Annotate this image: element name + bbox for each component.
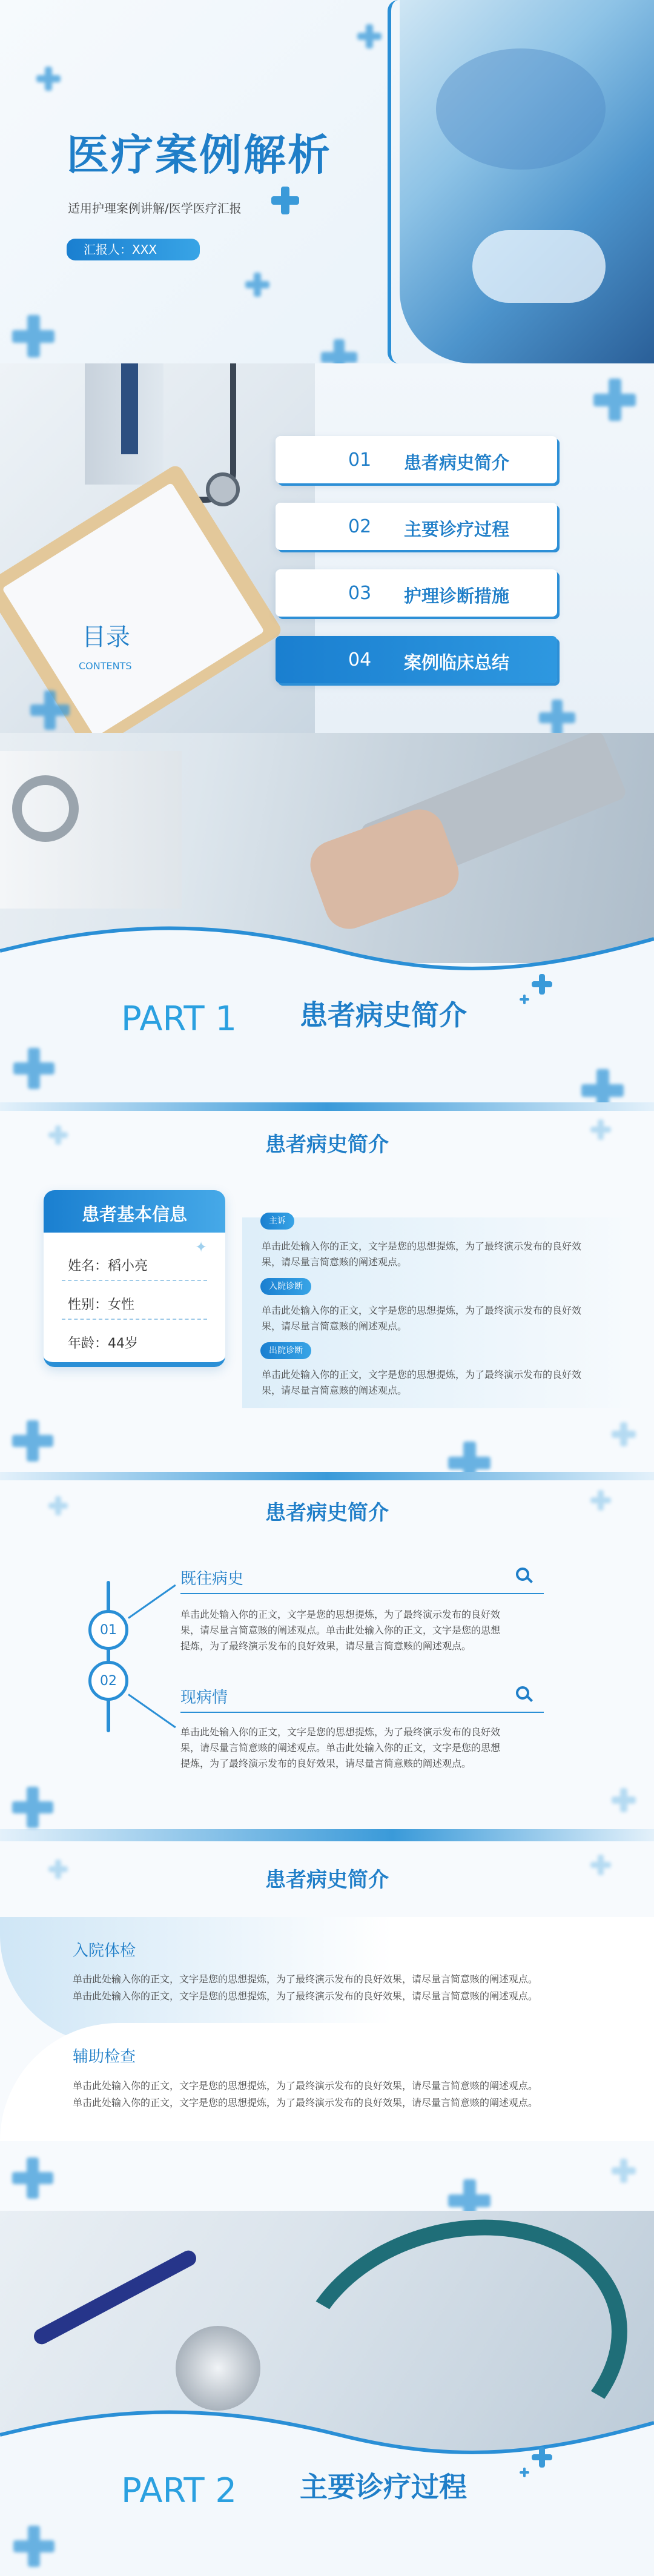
timeline-num: 02 [100, 1674, 117, 1689]
tag-text: 果，请尽量言简意赅的阐述观点。 [262, 1385, 408, 1396]
plus-cross-icon [520, 995, 529, 1004]
tag-discharge-diagnosis: 出院诊断 [260, 1342, 311, 1359]
patient-card [44, 1190, 225, 1367]
plus-cross-icon [321, 339, 357, 363]
cover-photo [400, 0, 654, 363]
plus-cross-icon [357, 24, 382, 48]
diagnosis-panel [242, 1217, 630, 1408]
tag-chief-complaint: 主诉 [260, 1213, 294, 1230]
plus-cross-icon [30, 690, 70, 730]
exam-text: 单击此处输入你的正文，文字是您的思想提炼，为了最终演示发布的良好效果，请尽量言简意赅的阐述观点。 [73, 2080, 538, 2091]
exam-text: 单击此处输入你的正文，文字是您的思想提炼，为了最终演示发布的良好效果，请尽量言简意赅的阐述观点。 [73, 2097, 538, 2108]
toc-title-en: CONTENTS [79, 660, 132, 672]
tag-text: 果，请尽量言简意赅的阐述观点。 [262, 1320, 408, 1332]
doctor-photo [0, 363, 315, 733]
part-number: PART 2 [121, 2471, 237, 2511]
plus-cross-icon [448, 1442, 490, 1472]
history-text: 单击此处输入你的正文，文字是您的思想提炼，为了最终演示发布的良好效 [180, 1726, 501, 1738]
toc-item-03[interactable] [276, 569, 557, 617]
exam-item-title: 入院体检 [73, 1942, 136, 1960]
toc-num: 01 [348, 449, 372, 471]
plus-cross-icon [13, 2526, 54, 2567]
timeline-node-01 [88, 1610, 128, 1650]
cover-subtitle: 适用护理案例讲解/医学医疗汇报 [68, 201, 242, 216]
timeline-node-02 [88, 1661, 128, 1701]
card-title: 患者基本信息 [81, 1204, 187, 1225]
timeline-line [107, 1581, 110, 1732]
plus-cross-icon [12, 2157, 53, 2199]
cover-title: 医疗案例解析 [67, 130, 332, 180]
plus-cross-icon [271, 187, 299, 214]
history-item-title: 现病情 [180, 1689, 228, 1707]
plus-cross-icon [36, 67, 61, 91]
exam-item-title: 辅助检查 [73, 2048, 136, 2066]
history-slide [0, 1472, 654, 1841]
toc-label: 主要诊疗过程 [404, 519, 510, 540]
timeline-num: 01 [100, 1623, 117, 1638]
history-text: 提炼，为了最终演示发布的良好效果，请尽量言简意赅的阐述观点。 [180, 1640, 472, 1652]
patient-info-slide [0, 1102, 654, 1472]
plus-cross-icon [12, 315, 54, 357]
plus-cross-icon [539, 700, 575, 733]
toc-num: 02 [348, 516, 372, 537]
part1-slide [0, 733, 654, 1102]
plus-cross-icon [532, 2447, 552, 2468]
patient-name: 姓名：稻小亮 [68, 1259, 148, 1274]
exam-slide [0, 1841, 654, 2211]
exam-text: 单击此处输入你的正文，文字是您的思想提炼，为了最终演示发布的良好效果，请尽量言简意赅的阐述观点。 [73, 1990, 538, 2002]
part-number: PART 1 [121, 999, 237, 1039]
toc-num: 04 [348, 649, 372, 670]
toc-label: 案例临床总结 [404, 652, 510, 673]
toc-item-04[interactable] [276, 636, 557, 683]
plus-cross-icon [12, 1787, 53, 1828]
patient-age: 年龄：44岁 [68, 1336, 138, 1351]
plus-cross-icon [593, 379, 636, 421]
tag-admission-diagnosis: 入院诊断 [260, 1278, 311, 1295]
tag-text: 单击此处输入你的正文，文字是您的思想提炼，为了最终演示发布的良好效 [262, 1369, 582, 1380]
history-item-title: 既往病史 [180, 1570, 244, 1588]
section-heading: 患者病史简介 [265, 1868, 389, 1892]
section-heading: 患者病史简介 [265, 1501, 389, 1525]
plus-cross-icon [13, 1048, 54, 1089]
toc-label: 护理诊断措施 [404, 586, 510, 606]
toc-label: 患者病史简介 [404, 452, 510, 473]
tag-text: 果，请尽量言简意赅的阐述观点。 [262, 1256, 408, 1268]
history-text: 单击此处输入你的正文，文字是您的思想提炼，为了最终演示发布的良好效 [180, 1609, 501, 1620]
plus-cross-icon [581, 1069, 624, 1102]
plus-cross-icon [612, 1788, 636, 1812]
wave-divider [0, 915, 654, 987]
part-name: 患者病史简介 [300, 999, 467, 1031]
history-text: 果，请尽量言简意赅的阐述观点。单击此处输入你的正文，文字是您的思想 [180, 1624, 501, 1636]
toc-num: 03 [348, 583, 372, 604]
search-icon[interactable] [516, 1568, 529, 1581]
tag-text: 单击此处输入你的正文，文字是您的思想提炼，为了最终演示发布的良好效 [262, 1305, 582, 1316]
history-text: 提炼，为了最终演示发布的良好效果，请尽量言简意赅的阐述观点。 [180, 1758, 472, 1769]
patient-gender: 性别：女性 [68, 1297, 135, 1313]
cover-slide [0, 0, 654, 363]
plus-cross-icon [532, 974, 552, 995]
plus-cross-icon [612, 2159, 636, 2183]
tag-text: 单击此处输入你的正文，文字是您的思想提炼，为了最终演示发布的良好效 [262, 1240, 582, 1252]
wave-divider [0, 2392, 654, 2471]
toc-item-02[interactable] [276, 503, 557, 550]
plus-cross-icon [448, 2179, 490, 2211]
toc-slide [0, 363, 654, 733]
history-text: 果，请尽量言简意赅的阐述观点。单击此处输入你的正文，文字是您的思想 [180, 1742, 501, 1753]
toc-title: 目录 [82, 623, 130, 651]
plus-cross-icon [12, 1420, 53, 1462]
plus-cross-icon [520, 2468, 529, 2477]
sparkle-icon: ✦ [195, 1239, 208, 1256]
plus-cross-icon [612, 1422, 636, 1446]
reporter-badge: 汇报人：XXX [67, 239, 200, 260]
part-name: 主要诊疗过程 [300, 2471, 467, 2503]
toc-item-01[interactable] [276, 436, 557, 483]
part2-slide [0, 2211, 654, 2576]
section-heading: 患者病史简介 [265, 1133, 389, 1157]
exam-text: 单击此处输入你的正文，文字是您的思想提炼，为了最终演示发布的良好效果，请尽量言简意赅的阐述观点。 [73, 1973, 538, 1985]
plus-cross-icon [245, 273, 269, 297]
search-icon[interactable] [516, 1686, 529, 1700]
